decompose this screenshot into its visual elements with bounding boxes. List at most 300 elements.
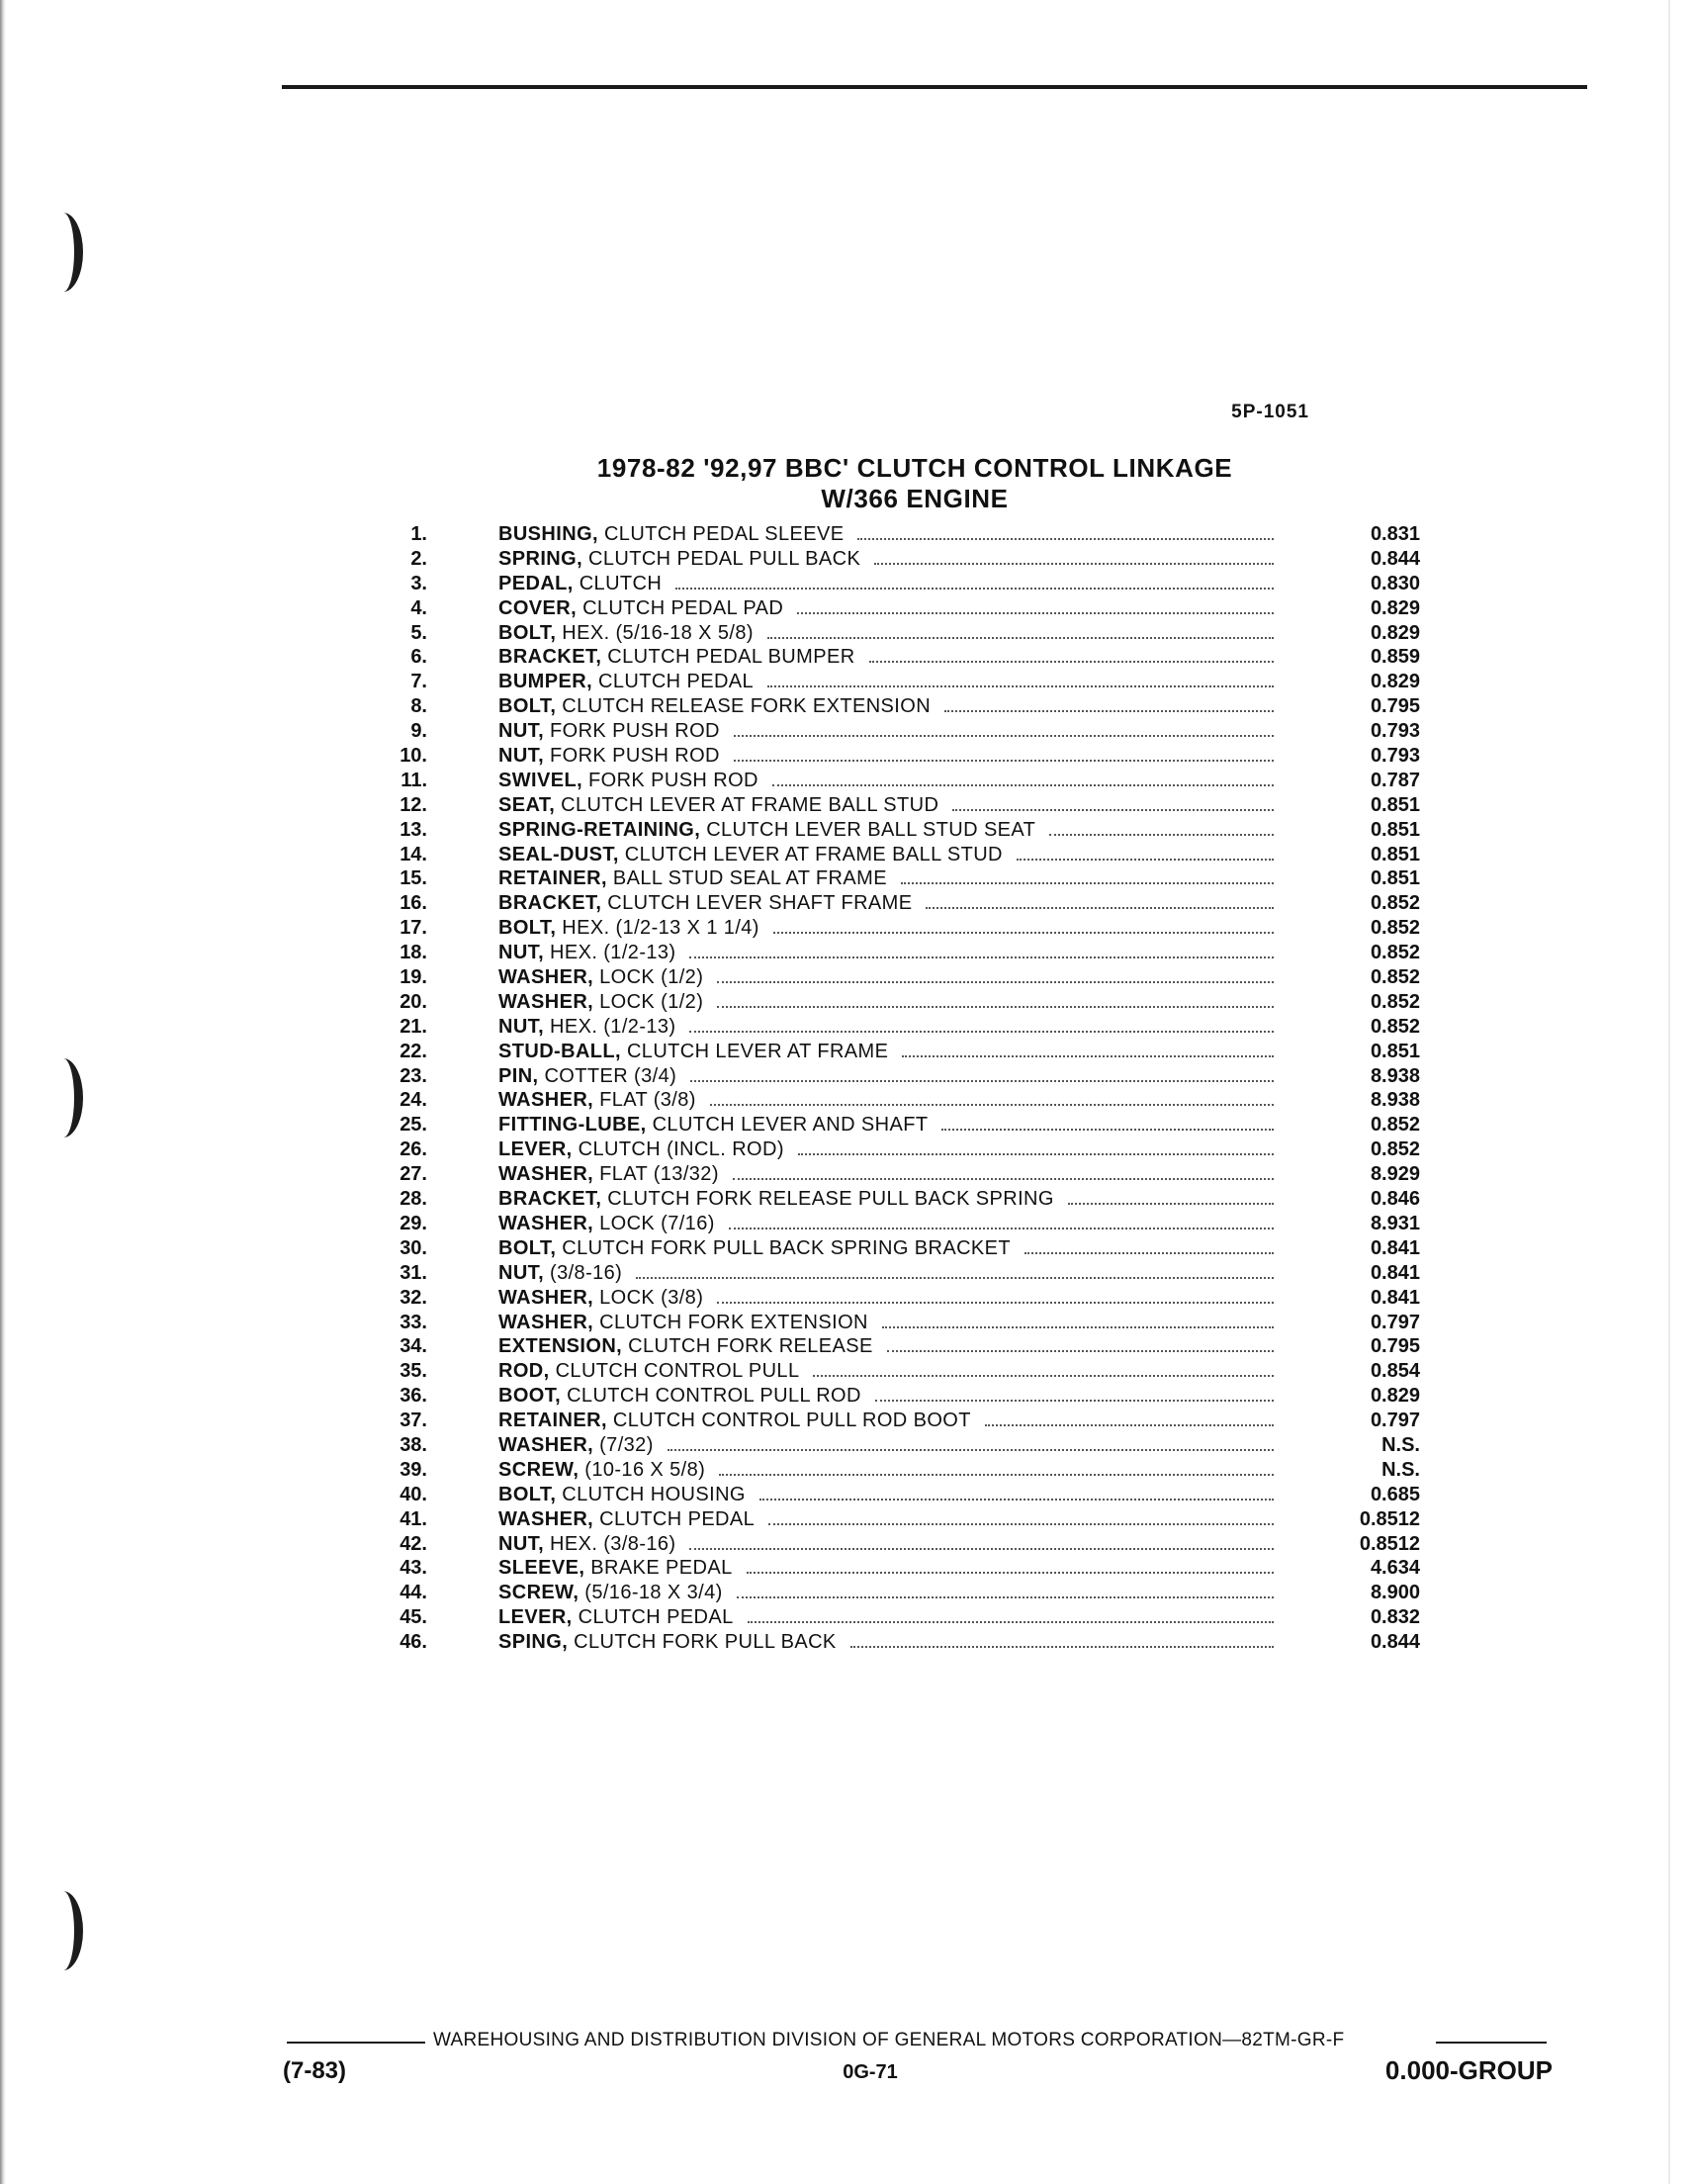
dot-leader (717, 1302, 1274, 1304)
part-row (376, 1261, 1434, 1286)
part-name: BOLT, (498, 1236, 557, 1259)
group-code: 0.851 (1370, 793, 1420, 816)
group-code: 0.851 (1370, 818, 1420, 841)
part-row (376, 670, 1434, 694)
title-line-1: 1978-82 '92,97 BBC' CLUTCH CONTROL LINKAGE (596, 453, 1233, 483)
group-code: 0.851 (1370, 843, 1420, 865)
part-row (376, 522, 1434, 547)
dot-leader (797, 612, 1274, 614)
part-number: 46. (400, 1631, 427, 1654)
part-detail: FORK PUSH ROD (550, 745, 720, 768)
part-detail: CLUTCH FORK PULL BACK SPRING BRACKET (562, 1236, 1012, 1259)
dot-leader (767, 637, 1274, 639)
footer-rule-left (287, 2042, 425, 2044)
scan-edge-left (0, 0, 6, 2184)
binder-hole-icon (44, 213, 83, 292)
part-number: 3. (410, 572, 427, 594)
part-row (376, 1015, 1434, 1040)
part-number: 9. (410, 720, 427, 743)
part-detail: FLAT (13/32) (599, 1163, 719, 1186)
part-detail: CLUTCH PEDAL PULL BACK (588, 547, 861, 570)
group-code: 0.8512 (1359, 1532, 1420, 1555)
part-description (498, 990, 1282, 1015)
part-row (376, 1236, 1434, 1261)
page-title (415, 453, 1414, 514)
part-detail: HEX. (1/2-13 X 1 1/4) (562, 917, 759, 940)
part-row (376, 1605, 1434, 1630)
part-name: BOLT, (498, 1483, 557, 1505)
part-detail: CLUTCH (INCL. ROD) (578, 1138, 784, 1161)
part-description (498, 1040, 1282, 1064)
part-number: 17. (400, 917, 427, 940)
dot-leader (941, 1129, 1274, 1131)
group-code: 0.787 (1370, 769, 1420, 791)
part-number: 15. (400, 867, 427, 890)
part-number: 1. (410, 523, 427, 545)
part-row (376, 1507, 1434, 1532)
dot-leader (772, 784, 1274, 786)
title-line-2: W/366 ENGINE (821, 484, 1009, 513)
dot-leader (1049, 834, 1274, 836)
part-row (376, 990, 1434, 1015)
part-number: 18. (400, 942, 427, 964)
part-number: 38. (400, 1433, 427, 1456)
part-detail: CLUTCH RELEASE FORK EXTENSION (562, 695, 932, 718)
part-number: 34. (400, 1335, 427, 1358)
dot-leader (869, 661, 1274, 663)
part-number: 22. (400, 1040, 427, 1062)
part-description (498, 891, 1282, 916)
footer-credit: WAREHOUSING AND DISTRIBUTION DIVISION OF GENERAL MOTORS CORPORATION—82TM-GR-F (433, 2030, 1345, 2050)
part-row (376, 1088, 1434, 1113)
part-number: 20. (400, 990, 427, 1013)
part-name: SPING, (498, 1631, 569, 1654)
part-number: 32. (400, 1286, 427, 1309)
part-detail: BRAKE PEDAL (590, 1557, 733, 1580)
part-number: 13. (400, 818, 427, 841)
part-row (376, 596, 1434, 621)
group-code: 0.854 (1370, 1360, 1420, 1383)
part-description (498, 1433, 1282, 1458)
part-description (498, 1556, 1282, 1581)
part-description (498, 818, 1282, 843)
part-detail: CLUTCH PEDAL (598, 671, 755, 693)
part-description (498, 1532, 1282, 1557)
part-row (376, 1162, 1434, 1187)
part-name: RETAINER, (498, 1410, 607, 1432)
part-number: 30. (400, 1236, 427, 1259)
part-row (376, 1286, 1434, 1311)
dot-leader (926, 907, 1274, 909)
dot-leader (737, 1596, 1274, 1598)
part-name: NUT, (498, 1532, 545, 1555)
group-code: 0.841 (1370, 1261, 1420, 1284)
part-description (498, 843, 1282, 867)
part-name: STUD-BALL, (498, 1040, 621, 1062)
part-row (376, 916, 1434, 941)
part-name: SCREW, (498, 1582, 579, 1604)
binder-hole-icon (44, 1891, 83, 1970)
part-description (498, 694, 1282, 719)
group-code: 8.900 (1370, 1582, 1420, 1604)
part-number: 33. (400, 1311, 427, 1333)
dot-leader (734, 735, 1274, 737)
part-name: NUT, (498, 745, 545, 768)
part-description (498, 769, 1282, 793)
group-code: 0.852 (1370, 1138, 1420, 1161)
part-number: 28. (400, 1188, 427, 1211)
part-detail: HEX. (1/2-13) (550, 942, 676, 964)
group-code: 8.931 (1370, 1212, 1420, 1234)
dot-leader (719, 1474, 1274, 1476)
part-description (498, 1605, 1282, 1630)
part-row (376, 1384, 1434, 1409)
part-description (498, 621, 1282, 646)
group-code: 0.829 (1370, 671, 1420, 693)
part-description (498, 1581, 1282, 1605)
part-number: 45. (400, 1606, 427, 1629)
group-code: 0.852 (1370, 942, 1420, 964)
part-name: COVER, (498, 596, 578, 619)
group-code: 8.938 (1370, 1064, 1420, 1087)
part-description (498, 547, 1282, 572)
part-detail: FORK PUSH ROD (550, 720, 720, 743)
part-detail: CLUTCH CONTROL PULL (555, 1360, 800, 1383)
dot-leader (689, 1031, 1274, 1033)
dot-leader (710, 1104, 1274, 1106)
part-detail: CLUTCH PEDAL BUMPER (607, 646, 855, 669)
part-detail: CLUTCH PEDAL PAD (582, 596, 784, 619)
part-row (376, 621, 1434, 646)
part-description (498, 1162, 1282, 1187)
part-detail: HEX. (1/2-13) (550, 1015, 676, 1038)
part-detail: HEX. (5/16-18 X 5/8) (562, 621, 754, 644)
part-description (498, 793, 1282, 818)
part-row (376, 1113, 1434, 1138)
group-code: 0.852 (1370, 1015, 1420, 1038)
dot-leader (767, 685, 1274, 687)
part-number: 42. (400, 1532, 427, 1555)
part-row (376, 1040, 1434, 1064)
part-name: BOLT, (498, 621, 557, 644)
part-description (498, 1015, 1282, 1040)
part-row (376, 1581, 1434, 1605)
binder-hole-icon (44, 1058, 83, 1138)
part-number: 36. (400, 1385, 427, 1408)
group-number: 0.000-GROUP (1384, 2055, 1553, 2085)
part-detail: (10-16 X 5/8) (584, 1458, 706, 1481)
group-code: 0.829 (1370, 596, 1420, 619)
part-row (376, 1187, 1434, 1212)
group-code: 0.8512 (1359, 1507, 1420, 1530)
part-name: SCREW, (498, 1458, 579, 1481)
part-row (376, 744, 1434, 769)
part-detail: CLUTCH CONTROL PULL ROD (567, 1385, 861, 1408)
dot-leader (675, 588, 1274, 590)
part-number: 40. (400, 1483, 427, 1505)
part-row (376, 572, 1434, 596)
part-name: NUT, (498, 1015, 545, 1038)
group-code: 0.844 (1370, 1631, 1420, 1654)
dot-leader (813, 1375, 1274, 1377)
dot-leader (717, 981, 1274, 983)
dot-leader (1068, 1203, 1274, 1205)
part-detail: CLUTCH (579, 572, 663, 594)
part-detail: CLUTCH LEVER AT FRAME BALL STUD (624, 843, 1003, 865)
part-description (498, 1236, 1282, 1261)
part-detail: CLUTCH PEDAL (578, 1606, 734, 1629)
part-name: PEDAL, (498, 572, 574, 594)
group-code: 0.852 (1370, 1114, 1420, 1137)
part-number: 11. (401, 769, 427, 791)
group-code: 4.634 (1370, 1557, 1420, 1580)
part-number: 25. (400, 1114, 427, 1137)
dot-leader (733, 1178, 1274, 1180)
part-detail: COTTER (3/4) (544, 1064, 677, 1087)
part-name: NUT, (498, 720, 545, 743)
group-code: 0.841 (1370, 1236, 1420, 1259)
part-name: BOOT, (498, 1385, 562, 1408)
dot-leader (857, 538, 1274, 540)
part-row (376, 1433, 1434, 1458)
part-description (498, 744, 1282, 769)
part-description (498, 596, 1282, 621)
part-detail: CLUTCH LEVER AT FRAME BALL STUD (561, 793, 939, 816)
part-number: 35. (400, 1360, 427, 1383)
part-row (376, 1064, 1434, 1089)
dot-leader (985, 1424, 1274, 1426)
part-detail: LOCK (7/16) (599, 1212, 715, 1234)
part-detail: LOCK (3/8) (599, 1286, 704, 1309)
dot-leader (690, 1080, 1274, 1082)
dot-leader (689, 956, 1274, 958)
part-number: 10. (400, 745, 427, 768)
group-code: 0.852 (1370, 917, 1420, 940)
part-name: BRACKET, (498, 892, 602, 915)
group-code: 0.846 (1370, 1188, 1420, 1211)
dot-leader (901, 882, 1274, 884)
illustration-code: 5P-1051 (1231, 402, 1309, 422)
dot-leader (1017, 859, 1274, 861)
dot-leader (768, 1523, 1274, 1525)
part-description (498, 1359, 1282, 1384)
part-description (498, 866, 1282, 891)
part-description (498, 941, 1282, 965)
dot-leader (729, 1228, 1274, 1229)
dot-leader (850, 1646, 1274, 1648)
part-description (498, 1483, 1282, 1507)
part-number: 19. (400, 966, 427, 989)
part-row (376, 1409, 1434, 1433)
part-detail: CLUTCH HOUSING (562, 1483, 746, 1505)
part-name: SPRING-RETAINING, (498, 818, 701, 841)
top-rule (282, 85, 1587, 89)
part-detail: FORK PUSH ROD (588, 769, 758, 791)
part-name: SEAL-DUST, (498, 843, 619, 865)
part-detail: (5/16-18 X 3/4) (584, 1582, 723, 1604)
group-code: 0.852 (1370, 892, 1420, 915)
part-description (498, 719, 1282, 744)
part-description (498, 1064, 1282, 1089)
part-detail: LOCK (1/2) (599, 966, 704, 989)
part-detail: CLUTCH CONTROL PULL ROD BOOT (612, 1410, 971, 1432)
dot-leader (636, 1277, 1274, 1279)
part-name: WASHER, (498, 990, 594, 1013)
parts-list (376, 522, 1434, 1655)
part-name: BUMPER, (498, 671, 593, 693)
part-description (498, 1113, 1282, 1138)
part-row (376, 891, 1434, 916)
dot-leader (747, 1572, 1274, 1574)
part-name: SLEEVE, (498, 1557, 585, 1580)
part-number: 14. (400, 843, 427, 865)
group-code: 0.851 (1370, 1040, 1420, 1062)
part-detail: CLUTCH LEVER AND SHAFT (652, 1114, 929, 1137)
part-detail: CLUTCH PEDAL (599, 1507, 756, 1530)
part-description (498, 572, 1282, 596)
dot-leader (759, 1499, 1274, 1501)
part-detail: CLUTCH PEDAL SLEEVE (603, 523, 845, 545)
part-number: 31. (400, 1261, 427, 1284)
part-number: 21. (400, 1015, 427, 1038)
part-name: EXTENSION, (498, 1335, 623, 1358)
part-description (498, 1261, 1282, 1286)
group-code: 0.793 (1370, 745, 1420, 768)
part-row (376, 793, 1434, 818)
dot-leader (668, 1449, 1274, 1451)
part-name: WASHER, (498, 1311, 594, 1333)
group-code: 0.831 (1370, 523, 1420, 545)
part-description (498, 645, 1282, 670)
group-code: 0.793 (1370, 720, 1420, 743)
part-number: 5. (410, 621, 427, 644)
group-code: 0.829 (1370, 621, 1420, 644)
dot-leader (874, 563, 1274, 565)
part-row (376, 866, 1434, 891)
part-name: WASHER, (498, 1089, 594, 1112)
part-number: 29. (400, 1212, 427, 1234)
part-description (498, 670, 1282, 694)
dot-leader (773, 932, 1274, 934)
part-row (376, 1359, 1434, 1384)
part-number: 24. (400, 1089, 427, 1112)
part-description (498, 1409, 1282, 1433)
part-description (498, 1630, 1282, 1655)
part-detail: LOCK (1/2) (599, 990, 704, 1013)
dot-leader (887, 1350, 1274, 1352)
part-number: 2. (410, 547, 427, 570)
part-row (376, 1532, 1434, 1557)
part-name: SWIVEL, (498, 769, 583, 791)
dot-leader (944, 710, 1274, 712)
part-name: BOLT, (498, 695, 557, 718)
group-code: 0.832 (1370, 1606, 1420, 1629)
part-description (498, 1212, 1282, 1236)
group-code: 0.795 (1370, 1335, 1420, 1358)
part-detail: CLUTCH FORK RELEASE (628, 1335, 873, 1358)
part-number: 27. (400, 1163, 427, 1186)
group-code: 0.830 (1370, 572, 1420, 594)
group-code: N.S. (1381, 1458, 1420, 1481)
part-row (376, 1212, 1434, 1236)
part-row (376, 818, 1434, 843)
part-detail: CLUTCH FORK RELEASE PULL BACK SPRING (607, 1188, 1054, 1211)
part-detail: CLUTCH LEVER BALL STUD SEAT (706, 818, 1036, 841)
part-number: 6. (410, 646, 427, 669)
footer-rule-right (1436, 2042, 1547, 2044)
part-name: WASHER, (498, 966, 594, 989)
dot-leader (734, 760, 1274, 762)
group-code: 8.938 (1370, 1089, 1420, 1112)
part-number: 41. (400, 1507, 427, 1530)
part-row (376, 941, 1434, 965)
part-row (376, 843, 1434, 867)
group-code: 0.797 (1370, 1410, 1420, 1432)
group-code: 0.844 (1370, 547, 1420, 570)
dot-leader (748, 1621, 1274, 1623)
part-description (498, 522, 1282, 547)
page-number: 0G-71 (843, 2061, 898, 2083)
part-row (376, 1334, 1434, 1359)
group-code: 0.852 (1370, 990, 1420, 1013)
part-row (376, 1630, 1434, 1655)
part-row (376, 1556, 1434, 1581)
part-number: 16. (400, 892, 427, 915)
part-row (376, 769, 1434, 793)
dot-leader (1024, 1252, 1274, 1254)
part-row (376, 1138, 1434, 1162)
part-name: WASHER, (498, 1433, 594, 1456)
dot-leader (689, 1548, 1274, 1550)
part-description (498, 1507, 1282, 1532)
part-name: SPRING, (498, 547, 583, 570)
part-row (376, 1458, 1434, 1483)
part-description (498, 1187, 1282, 1212)
part-name: BUSHING, (498, 523, 598, 545)
part-detail: CLUTCH FORK EXTENSION (599, 1311, 868, 1333)
group-code: 0.851 (1370, 867, 1420, 890)
part-row (376, 1483, 1434, 1507)
group-code: N.S. (1381, 1433, 1420, 1456)
part-description (498, 1286, 1282, 1311)
group-code: 0.797 (1370, 1311, 1420, 1333)
scan-edge-right (1668, 0, 1670, 2184)
part-row (376, 645, 1434, 670)
part-name: FITTING-LUBE, (498, 1114, 647, 1137)
part-description (498, 965, 1282, 990)
part-name: WASHER, (498, 1212, 594, 1234)
part-detail: CLUTCH FORK PULL BACK (574, 1631, 837, 1654)
dot-leader (798, 1153, 1274, 1155)
dot-leader (902, 1055, 1274, 1057)
group-code: 8.929 (1370, 1163, 1420, 1186)
part-name: NUT, (498, 1261, 545, 1284)
part-detail: CLUTCH LEVER SHAFT FRAME (607, 892, 913, 915)
part-name: BRACKET, (498, 646, 602, 669)
part-description (498, 1138, 1282, 1162)
part-detail: FLAT (3/8) (599, 1089, 696, 1112)
part-number: 23. (400, 1064, 427, 1087)
group-code: 0.841 (1370, 1286, 1420, 1309)
part-description (498, 1384, 1282, 1409)
group-code: 0.795 (1370, 695, 1420, 718)
part-description (498, 1458, 1282, 1483)
part-number: 39. (400, 1458, 427, 1481)
part-number: 12. (400, 793, 427, 816)
part-name: WASHER, (498, 1286, 594, 1309)
part-name: RETAINER, (498, 867, 607, 890)
part-name: LEVER, (498, 1606, 573, 1629)
